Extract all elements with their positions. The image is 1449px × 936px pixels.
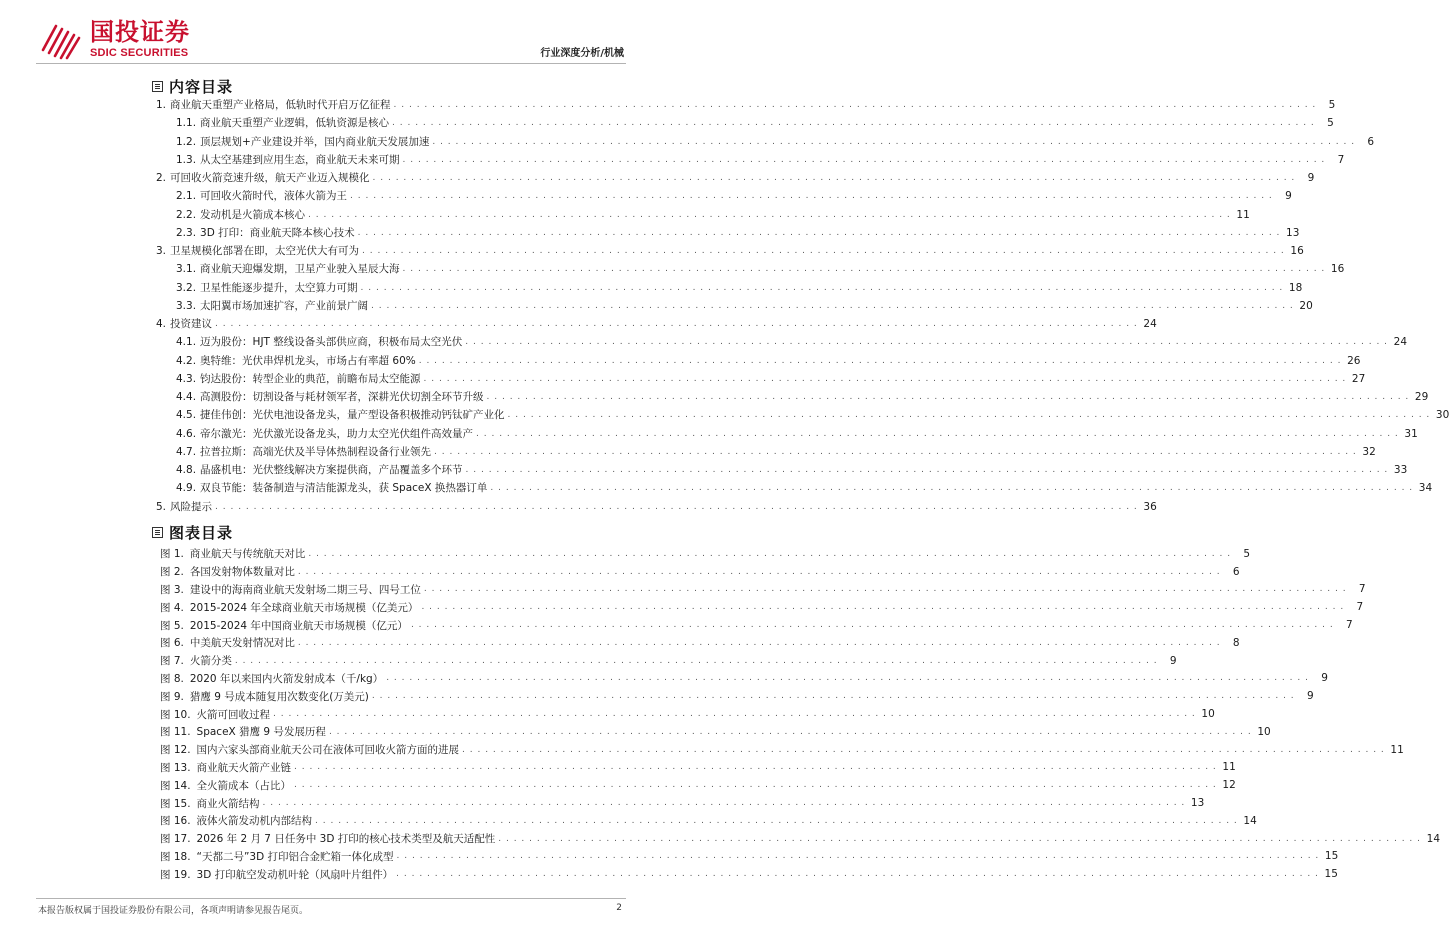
list-icon bbox=[152, 81, 163, 92]
dot-leader: . . . . . . . . . . . . . . . . . . . . . . . . . . . . . . . . . . . . . . . . . . . . . . . . . . . . . . . . . . . . . . . . . . . . . . . . . . . . . . . . . . . . . . . . . . . . . . . . . . . . . . . . . . . . . . . . . . . . . . . . bbox=[215, 501, 1138, 512]
dot-leader: . . . . . . . . . . . . . . . . . . . . . . . . . . . . . . . . . . . . . . . . . . . . . . . . . . . . . . . . . . . . . . . . . . . . . . . . . . . . . . . . . . . . . . . . . . . . . . . . . . . . . . . . . . . . . . . . . . . . . . . . bbox=[273, 709, 1196, 720]
toc-entry-title: 商业航天迎爆发期，卫星产业驶入星辰大海 bbox=[200, 263, 400, 276]
toc-entry[interactable] bbox=[0, 187, 1292, 205]
toc-entry-number: 1. bbox=[156, 99, 167, 112]
dot-leader: . . . . . . . . . . . . . . . . . . . . . . . . . . . . . . . . . . . . . . . . . . . . . . . . . . . . . . . . . . . . . . . . . . . . . . . . . . . . . . . . . . . . . . . . . . . . . . . . . . . . . . . . . . . . . . . . . . . . . . . . bbox=[386, 673, 1309, 684]
dot-leader: . . . . . . . . . . . . . . . . . . . . . . . . . . . . . . . . . . . . . . . . . . . . . . . . . . . . . . . . . . . . . . . . . . . . . . . . . . . . . . . . . . . . . . . . . . . . . . . . . . . . . . . . . . . . . . . . . . . . . . . . bbox=[392, 118, 1315, 129]
figure-entry-title: 商业航天与传统航天对比 bbox=[189, 548, 306, 561]
figure-entry-title: 液体火箭发动机内部结构 bbox=[196, 815, 313, 828]
toc-entry-page: 16 bbox=[1290, 245, 1304, 258]
toc-entry-page: 5 bbox=[1328, 99, 1336, 112]
toc-entry-number: 1.2. bbox=[176, 135, 197, 148]
figure-entry-title: 2020 年以来国内火箭发射成本（千/kg） bbox=[189, 672, 384, 685]
figure-entry[interactable] bbox=[0, 687, 1314, 705]
toc-entry-title: 帝尔激光：光伏激光设备龙头，助力太空光伏组件高效量产 bbox=[200, 427, 474, 440]
dot-leader: . . . . . . . . . . . . . . . . . . . . . . . . . . . . . . . . . . . . . . . . . . . . . . . . . . . . . . . . . . . . . . . . . . . . . . . . . . . . . . . . . . . . . . . . . . . . . . . . . . . . . . . . . . . . . . . . . . . . . . . . bbox=[372, 173, 1296, 184]
figure-entry-number: 图 12. bbox=[160, 744, 191, 757]
toc-entry[interactable] bbox=[0, 479, 1433, 497]
dot-leader: . . . . . . . . . . . . . . . . . . . . . . . . . . . . . . . . . . . . . . . . . . . . . . . . . . . . . . . . . . . . . . . . . . . . . . . . . . . . . . . . . . . . . . . . . . . . . . . . . . . . . . . . . . . . . . . . . . . . . . . . bbox=[432, 136, 1356, 147]
toc-entry-page: 5 bbox=[1327, 117, 1334, 130]
figure-entry-number: 图 18. bbox=[160, 850, 191, 863]
figure-entry-page: 6 bbox=[1232, 565, 1240, 578]
toc-entry[interactable] bbox=[0, 388, 1429, 406]
figure-entry[interactable] bbox=[0, 723, 1271, 741]
toc-entry-title: 奥特维：光伏串焊机龙头，市场占有率超 60% bbox=[200, 354, 416, 367]
figure-entry-page: 13 bbox=[1190, 797, 1205, 810]
toc-entry-page: 32 bbox=[1362, 445, 1376, 458]
toc-entry-title: 迈为股份：HJT 整线设备头部供应商，积极布局太空光伏 bbox=[200, 336, 463, 349]
toc-entry-page: 24 bbox=[1143, 318, 1157, 331]
toc-entry-number: 3. bbox=[156, 245, 167, 258]
figure-entry-page: 15 bbox=[1324, 850, 1339, 863]
figure-entry-title: 各国发射物体数量对比 bbox=[189, 566, 295, 579]
figure-entry-title: 3D 打印航空发动机叶轮（风扇叶片组件） bbox=[196, 868, 394, 881]
dot-leader: . . . . . . . . . . . . . . . . . . . . . . . . . . . . . . . . . . . . . . . . . . . . . . . . . . . . . . . . . . . . . . . . . . . . . . . . . . . . . . . . . . . . . . . . . . . . . . . . . . . . . . . . . . . . . . . . . . . . . . . . bbox=[423, 373, 1347, 384]
figure-entry[interactable] bbox=[0, 634, 1240, 652]
dot-leader: . . . . . . . . . . . . . . . . . . . . . . . . . . . . . . . . . . . . . . . . . . . . . . . . . . . . . . . . . . . . . . . . . . . . . . . . . . . . . . . . . . . . . . . . . . . . . . . . . . . . . . . . . . . . . . . . . . . . . . . . bbox=[418, 355, 1342, 366]
dot-leader: . . . . . . . . . . . . . . . . . . . . . . . . . . . . . . . . . . . . . . . . . . . . . . . . . . . . . . . . . . . . . . . . . . . . . . . . . . . . . . . . . . . . . . . . . . . . . . . . . . . . . . . . . . . . . . . . . . . . . . . . bbox=[402, 154, 1326, 165]
dot-leader: . . . . . . . . . . . . . . . . . . . . . . . . . . . . . . . . . . . . . . . . . . . . . . . . . . . . . . . . . . . . . . . . . . . . . . . . . . . . . . . . . . . . . . . . . . . . . . . . . . . . . . . . . . . . . . . . . . . . . . . . bbox=[402, 264, 1326, 275]
toc-entry[interactable] bbox=[0, 315, 1157, 333]
toc-entry[interactable] bbox=[0, 352, 1361, 370]
footer-disclaimer: 本报告版权属于国投证券股份有限公司，各项声明请参见报告尾页。 bbox=[38, 906, 309, 916]
dot-leader: . . . . . . . . . . . . . . . . . . . . . . . . . . . . . . . . . . . . . . . . . . . . . . . . . . . . . . . . . . . . . . . . . . . . . . . . . . . . . . . . . . . . . . . . . . . . . . . . . . . . . . . . . . . . . . . . . . . . . . . . bbox=[360, 282, 1284, 293]
dot-leader: . . . . . . . . . . . . . . . . . . . . . . . . . . . . . . . . . . . . . . . . . . . . . . . . . . . . . . . . . . . . . . . . . . . . . . . . . . . . . . . . . . . . . . . . . . . . . . . . . . . . . . . . . . . . . . . . . . . . . . . . bbox=[215, 319, 1138, 330]
toc-entry-title: 3D 打印：商业航天降本核心技术 bbox=[200, 226, 355, 239]
figure-entry-page: 7 bbox=[1356, 601, 1364, 614]
figure-entry[interactable] bbox=[0, 848, 1339, 866]
dot-leader: . . . . . . . . . . . . . . . . . . . . . . . . . . . . . . . . . . . . . . . . . . . . . . . . . . . . . . . . . . . . . . . . . . . . . . . . . . . . . . . . . . . . . . . . . . . . . . . . . . . . . . . . . . . . . . . . . . . . . . . . bbox=[308, 548, 1232, 559]
figure-entry-page: 11 bbox=[1390, 743, 1404, 756]
toc-entry-title: 商业航天重塑产业格局，低轨时代开启万亿征程 bbox=[170, 99, 391, 112]
list-of-figures bbox=[0, 545, 1441, 883]
figure-entry[interactable] bbox=[0, 652, 1177, 670]
toc-entry-page: 33 bbox=[1393, 464, 1408, 477]
header-divider bbox=[36, 63, 626, 64]
toc-entry-title: 拉普拉斯：高端光伏及半导体热制程设备行业领先 bbox=[200, 445, 432, 458]
toc-entry[interactable] bbox=[0, 133, 1375, 151]
toc-entry-title: 钧达股份：转型企业的典范，前瞻布局太空能源 bbox=[200, 372, 421, 385]
toc-entry-number: 4.7. bbox=[176, 445, 197, 458]
dot-leader: . . . . . . . . . . . . . . . . . . . . . . . . . . . . . . . . . . . . . . . . . . . . . . . . . . . . . . . . . . . . . . . . . . . . . . . . . . . . . . . . . . . . . . . . . . . . . . . . . . . . . . . . . . . . . . . . . . . . . . . . bbox=[297, 637, 1221, 648]
figure-entry-title: 商业火箭结构 bbox=[196, 797, 260, 810]
figure-entry-number: 图 3. bbox=[160, 583, 184, 596]
toc-entry-number: 1.3. bbox=[176, 153, 197, 166]
toc-entry[interactable] bbox=[0, 279, 1303, 297]
toc-entry-title: 卫星性能逐步提升，太空算力可期 bbox=[200, 281, 358, 294]
toc-entry[interactable] bbox=[0, 260, 1345, 278]
toc-entry[interactable] bbox=[0, 370, 1366, 388]
toc-entry[interactable] bbox=[0, 461, 1408, 479]
contents-heading bbox=[152, 76, 233, 96]
figures-heading bbox=[152, 522, 233, 542]
toc-entry-page: 13 bbox=[1286, 226, 1300, 239]
toc-entry-page: 26 bbox=[1347, 354, 1361, 367]
sdic-logo-icon bbox=[40, 20, 82, 60]
figure-entry-number: 图 9. bbox=[160, 690, 184, 703]
toc-entry-title: 晶盛机电：光伏整线解决方案提供商，产品覆盖多个环节 bbox=[200, 464, 463, 477]
toc-entry-title: 可回收火箭时代，液体火箭为王 bbox=[200, 190, 348, 203]
toc-entry-title: 顶层规划+产业建设并举，国内商业航天发展加速 bbox=[200, 135, 430, 148]
figure-entry-title: 2015-2024 年全球商业航天市场规模（亿美元） bbox=[189, 601, 419, 614]
toc-entry[interactable] bbox=[0, 169, 1315, 187]
figure-entry-number: 图 17. bbox=[160, 833, 191, 846]
figure-entry-number: 图 8. bbox=[160, 672, 184, 685]
toc-entry-page: 6 bbox=[1367, 135, 1375, 148]
figure-entry-title: 火箭可回收过程 bbox=[196, 708, 271, 721]
figure-entry[interactable] bbox=[0, 741, 1404, 759]
toc-entry-title: 从太空基建到应用生态，商业航天未来可期 bbox=[200, 153, 400, 166]
toc-entry-number: 4.9. bbox=[176, 482, 197, 495]
toc-entry-number: 2.2. bbox=[176, 208, 197, 221]
toc-entry-page: 9 bbox=[1307, 172, 1315, 185]
figure-entry-title: SpaceX 猎鹰 9 号发展历程 bbox=[196, 726, 326, 739]
toc-entry-number: 2.3. bbox=[176, 226, 197, 239]
toc-entry-page: 27 bbox=[1351, 372, 1366, 385]
dot-leader: . . . . . . . . . . . . . . . . . . . . . . . . . . . . . . . . . . . . . . . . . . . . . . . . . . . . . . . . . . . . . . . . . . . . . . . . . . . . . . . . . . . . . . . . . . . . . . . . . . . . . . . . . . . . . . . . . . . . . . . . bbox=[421, 602, 1345, 613]
figure-entry-number: 图 11. bbox=[160, 726, 191, 739]
toc-entry-page: 29 bbox=[1414, 391, 1429, 404]
figure-entry-page: 14 bbox=[1243, 814, 1257, 827]
toc-entry-number: 1.1. bbox=[176, 117, 197, 130]
figure-entry-number: 图 2. bbox=[160, 566, 184, 579]
figure-entry-title: “天都二号”3D 打印铝合金贮箱一体化成型 bbox=[196, 850, 394, 863]
figure-entry-page: 7 bbox=[1346, 619, 1353, 632]
figure-entry-title: 商业航天火箭产业链 bbox=[196, 761, 292, 774]
dot-leader: . . . . . . . . . . . . . . . . . . . . . . . . . . . . . . . . . . . . . . . . . . . . . . . . . . . . . . . . . . . . . . . . . . . . . . . . . . . . . . . . . . . . . . . . . . . . . . . . . . . . . . . . . . . . . . . . . . . . . . . . bbox=[410, 620, 1334, 631]
toc-entry-number: 2. bbox=[156, 172, 167, 185]
toc-entry-page: 34 bbox=[1418, 482, 1433, 495]
figure-entry-number: 图 7. bbox=[160, 655, 184, 668]
toc-entry-number: 4.3. bbox=[176, 372, 197, 385]
toc-entry-page: 9 bbox=[1285, 190, 1292, 203]
toc-entry-page: 7 bbox=[1337, 153, 1345, 166]
toc-entry-number: 4.2. bbox=[176, 354, 197, 367]
dot-leader: . . . . . . . . . . . . . . . . . . . . . . . . . . . . . . . . . . . . . . . . . . . . . . . . . . . . . . . . . . . . . . . . . . . . . . . . . . . . . . . . . . . . . . . . . . . . . . . . . . . . . . . . . . . . . . . . . . . . . . . . bbox=[294, 780, 1217, 791]
figures-title: 图表目录 bbox=[169, 523, 234, 542]
toc-entry[interactable] bbox=[0, 443, 1376, 461]
figure-entry[interactable] bbox=[0, 670, 1328, 688]
toc-entry[interactable] bbox=[0, 224, 1300, 242]
figure-entry[interactable] bbox=[0, 545, 1251, 563]
toc-entry-number: 3.2. bbox=[176, 281, 197, 294]
toc-entry-number: 4.5. bbox=[176, 409, 197, 422]
toc-entry[interactable] bbox=[0, 242, 1304, 260]
brand-name-cn: 国投证券 bbox=[90, 18, 190, 46]
figure-entry-number: 图 14. bbox=[160, 779, 191, 792]
figure-entry-number: 图 5. bbox=[160, 619, 184, 632]
dot-leader: . . . . . . . . . . . . . . . . . . . . . . . . . . . . . . . . . . . . . . . . . . . . . . . . . . . . . . . . . . . . . . . . . . . . . . . . . . . . . . . . . . . . . . . . . . . . . . . . . . . . . . . . . . . . . . . . . . . . . . . . bbox=[294, 762, 1217, 773]
figure-entry-page: 7 bbox=[1358, 583, 1366, 596]
page-number: 2 bbox=[616, 903, 622, 913]
figure-entry-number: 图 1. bbox=[160, 548, 184, 561]
toc-entry-title: 可回收火箭竞速升级，航天产业迈入规模化 bbox=[170, 172, 370, 185]
toc-entry-number: 5. bbox=[156, 500, 167, 513]
dot-leader: . . . . . . . . . . . . . . . . . . . . . . . . . . . . . . . . . . . . . . . . . . . . . . . . . . . . . . . . . . . . . . . . . . . . . . . . . . . . . . . . . . . . . . . . . . . . . . . . . . . . . . . . . . . . . . . . . . . . . . . . bbox=[308, 209, 1231, 220]
figure-entry-title: 中美航天发射情况对比 bbox=[189, 637, 295, 650]
dot-leader: . . . . . . . . . . . . . . . . . . . . . . . . . . . . . . . . . . . . . . . . . . . . . . . . . . . . . . . . . . . . . . . . . . . . . . . . . . . . . . . . . . . . . . . . . . . . . . . . . . . . . . . . . . . . . . . . . . . . . . . . bbox=[396, 851, 1320, 862]
figure-entry-page: 8 bbox=[1232, 636, 1240, 649]
dot-leader: . . . . . . . . . . . . . . . . . . . . . . . . . . . . . . . . . . . . . . . . . . . . . . . . . . . . . . . . . . . . . . . . . . . . . . . . . . . . . . . . . . . . . . . . . . . . . . . . . . . . . . . . . . . . . . . . . . . . . . . . bbox=[465, 337, 1389, 348]
toc-entry-number: 4.8. bbox=[176, 464, 197, 477]
toc-entry[interactable] bbox=[0, 206, 1250, 224]
toc-entry-number: 4.1. bbox=[176, 336, 197, 349]
figure-entry-number: 图 4. bbox=[160, 601, 184, 614]
toc-entry-page: 16 bbox=[1330, 263, 1345, 276]
figure-entry[interactable] bbox=[0, 705, 1215, 723]
figure-entry-number: 图 10. bbox=[160, 708, 191, 721]
toc-entry-page: 20 bbox=[1299, 299, 1313, 312]
figure-entry-page: 9 bbox=[1169, 654, 1177, 667]
toc-entry-page: 18 bbox=[1288, 281, 1303, 294]
dot-leader: . . . . . . . . . . . . . . . . . . . . . . . . . . . . . . . . . . . . . . . . . . . . . . . . . . . . . . . . . . . . . . . . . . . . . . . . . . . . . . . . . . . . . . . . . . . . . . . . . . . . . . . . . . . . . . . . . . . . . . . . bbox=[396, 869, 1319, 880]
toc-entry[interactable] bbox=[0, 96, 1336, 114]
figure-entry-title: 全火箭成本（占比） bbox=[196, 779, 292, 792]
figure-entry-page: 5 bbox=[1243, 547, 1251, 560]
toc-entry-title: 卫星规模化部署在即，太空光伏大有可为 bbox=[170, 245, 360, 258]
toc-entry[interactable] bbox=[0, 498, 1157, 516]
dot-leader: . . . . . . . . . . . . . . . . . . . . . . . . . . . . . . . . . . . . . . . . . . . . . . . . . . . . . . . . . . . . . . . . . . . . . . . . . . . . . . . . . . . . . . . . . . . . . . . . . . . . . . . . . . . . . . . . . . . . . . . . bbox=[393, 100, 1317, 111]
figure-entry-title: 2015-2024 年中国商业航天市场规模（亿元） bbox=[189, 619, 408, 632]
figure-entry-title: 国内六家头部商业航天公司在液体可回收火箭方面的进展 bbox=[196, 744, 460, 757]
dot-leader: . . . . . . . . . . . . . . . . . . . . . . . . . . . . . . . . . . . . . . . . . . . . . . . . . . . . . . . . . . . . . . . . . . . . . . . . . . . . . . . . . . . . . . . . . . . . . . . . . . . . . . . . . . . . . . . . . . . . . . . . bbox=[498, 833, 1422, 844]
dot-leader: . . . . . . . . . . . . . . . . . . . . . . . . . . . . . . . . . . . . . . . . . . . . . . . . . . . . . . . . . . . . . . . . . . . . . . . . . . . . . . . . . . . . . . . . . . . . . . . . . . . . . . . . . . . . . . . . . . . . . . . . bbox=[462, 744, 1385, 755]
list-icon bbox=[152, 527, 163, 538]
dot-leader: . . . . . . . . . . . . . . . . . . . . . . . . . . . . . . . . . . . . . . . . . . . . . . . . . . . . . . . . . . . . . . . . . . . . . . . . . . . . . . . . . . . . . . . . . . . . . . . . . . . . . . . . . . . . . . . . . . . . . . . . bbox=[234, 655, 1158, 666]
figure-entry[interactable] bbox=[0, 812, 1257, 830]
figure-entry-page: 10 bbox=[1257, 725, 1271, 738]
figure-entry-number: 图 19. bbox=[160, 868, 191, 881]
figure-entry-title: 火箭分类 bbox=[189, 655, 232, 668]
brand-name-en: SDIC SECURITIES bbox=[90, 47, 189, 59]
figure-entry-page: 12 bbox=[1222, 779, 1236, 792]
toc-entry[interactable] bbox=[0, 151, 1345, 169]
dot-leader: . . . . . . . . . . . . . . . . . . . . . . . . . . . . . . . . . . . . . . . . . . . . . . . . . . . . . . . . . . . . . . . . . . . . . . . . . . . . . . . . . . . . . . . . . . . . . . . . . . . . . . . . . . . . . . . . . . . . . . . . bbox=[476, 428, 1399, 439]
toc-entry-page: 31 bbox=[1404, 427, 1418, 440]
toc-entry-title: 商业航天重塑产业逻辑，低轨资源是核心 bbox=[200, 117, 390, 130]
figure-entry-page: 10 bbox=[1201, 708, 1215, 721]
toc-entry-page: 30 bbox=[1435, 409, 1449, 422]
table-of-contents bbox=[0, 96, 1449, 516]
figure-entry-number: 图 13. bbox=[160, 761, 191, 774]
figure-entry-title: 2026 年 2 月 7 日任务中 3D 打印的核心技术类型及航天适配性 bbox=[196, 833, 496, 846]
figure-entry-page: 15 bbox=[1324, 868, 1338, 881]
toc-entry[interactable] bbox=[0, 333, 1408, 351]
dot-leader: . . . . . . . . . . . . . . . . . . . . . . . . . . . . . . . . . . . . . . . . . . . . . . . . . . . . . . . . . . . . . . . . . . . . . . . . . . . . . . . . . . . . . . . . . . . . . . . . . . . . . . . . . . . . . . . . . . . . . . . . bbox=[328, 726, 1252, 737]
toc-entry-number: 3.3. bbox=[176, 299, 197, 312]
dot-leader: . . . . . . . . . . . . . . . . . . . . . . . . . . . . . . . . . . . . . . . . . . . . . . . . . . . . . . . . . . . . . . . . . . . . . . . . . . . . . . . . . . . . . . . . . . . . . . . . . . . . . . . . . . . . . . . . . . . . . . . . bbox=[434, 446, 1357, 457]
toc-entry-title: 发动机是火箭成本核心 bbox=[200, 208, 306, 221]
figure-entry-page: 14 bbox=[1426, 832, 1441, 845]
toc-entry[interactable] bbox=[0, 297, 1313, 315]
figure-entry[interactable] bbox=[0, 581, 1366, 599]
report-type-label: 行业深度分析/机械 bbox=[540, 48, 624, 59]
figure-entry[interactable] bbox=[0, 794, 1205, 812]
figure-entry[interactable] bbox=[0, 598, 1364, 616]
toc-entry-number: 2.1. bbox=[176, 190, 197, 203]
dot-leader: . . . . . . . . . . . . . . . . . . . . . . . . . . . . . . . . . . . . . . . . . . . . . . . . . . . . . . . . . . . . . . . . . . . . . . . . . . . . . . . . . . . . . . . . . . . . . . . . . . . . . . . . . . . . . . . . . . . . . . . . bbox=[350, 191, 1273, 202]
dot-leader: . . . . . . . . . . . . . . . . . . . . . . . . . . . . . . . . . . . . . . . . . . . . . . . . . . . . . . . . . . . . . . . . . . . . . . . . . . . . . . . . . . . . . . . . . . . . . . . . . . . . . . . . . . . . . . . . . . . . . . . . bbox=[486, 392, 1410, 403]
figure-entry-title: 猎鹰 9 号成本随复用次数变化(万美元) bbox=[189, 690, 369, 703]
dot-leader: . . . . . . . . . . . . . . . . . . . . . . . . . . . . . . . . . . . . . . . . . . . . . . . . . . . . . . . . . . . . . . . . . . . . . . . . . . . . . . . . . . . . . . . . . . . . . . . . . . . . . . . . . . . . . . . . . . . . . . . . bbox=[423, 584, 1347, 595]
toc-entry-title: 双良节能：装备制造与清洁能源龙头，获 SpaceX 换热器订单 bbox=[200, 482, 488, 495]
toc-entry-number: 4.4. bbox=[176, 391, 197, 404]
toc-entry-page: 11 bbox=[1236, 208, 1250, 221]
dot-leader: . . . . . . . . . . . . . . . . . . . . . . . . . . . . . . . . . . . . . . . . . . . . . . . . . . . . . . . . . . . . . . . . . . . . . . . . . . . . . . . . . . . . . . . . . . . . . . . . . . . . . . . . . . . . . . . . . . . . . . . . bbox=[371, 691, 1295, 702]
figure-entry[interactable] bbox=[0, 563, 1240, 581]
toc-entry-title: 风险提示 bbox=[170, 500, 213, 513]
dot-leader: . . . . . . . . . . . . . . . . . . . . . . . . . . . . . . . . . . . . . . . . . . . . . . . . . . . . . . . . . . . . . . . . . . . . . . . . . . . . . . . . . . . . . . . . . . . . . . . . . . . . . . . . . . . . . . . . . . . . . . . . bbox=[490, 483, 1414, 494]
figure-entry-page: 11 bbox=[1222, 761, 1236, 774]
figure-entry-number: 图 6. bbox=[160, 637, 184, 650]
dot-leader: . . . . . . . . . . . . . . . . . . . . . . . . . . . . . . . . . . . . . . . . . . . . . . . . . . . . . . . . . . . . . . . . . . . . . . . . . . . . . . . . . . . . . . . . . . . . . . . . . . . . . . . . . . . . . . . . . . . . . . . . bbox=[315, 815, 1238, 826]
figure-entry[interactable] bbox=[0, 759, 1236, 777]
figure-entry[interactable] bbox=[0, 865, 1338, 883]
dot-leader: . . . . . . . . . . . . . . . . . . . . . . . . . . . . . . . . . . . . . . . . . . . . . . . . . . . . . . . . . . . . . . . . . . . . . . . . . . . . . . . . . . . . . . . . . . . . . . . . . . . . . . . . . . . . . . . . . . . . . . . . bbox=[371, 300, 1294, 311]
figure-entry-page: 9 bbox=[1306, 690, 1314, 703]
toc-entry-title: 投资建议 bbox=[170, 318, 213, 331]
toc-entry[interactable] bbox=[0, 406, 1449, 424]
figure-entry[interactable] bbox=[0, 776, 1236, 794]
toc-entry[interactable] bbox=[0, 114, 1334, 132]
dot-leader: . . . . . . . . . . . . . . . . . . . . . . . . . . . . . . . . . . . . . . . . . . . . . . . . . . . . . . . . . . . . . . . . . . . . . . . . . . . . . . . . . . . . . . . . . . . . . . . . . . . . . . . . . . . . . . . . . . . . . . . . bbox=[465, 465, 1389, 476]
toc-entry[interactable] bbox=[0, 425, 1418, 443]
toc-entry-title: 太阳翼市场加速扩容，产业前景广阔 bbox=[200, 299, 369, 312]
toc-entry-title: 捷佳伟创：光伏电池设备龙头，量产型设备积极推动钙钛矿产业化 bbox=[200, 409, 505, 422]
dot-leader: . . . . . . . . . . . . . . . . . . . . . . . . . . . . . . . . . . . . . . . . . . . . . . . . . . . . . . . . . . . . . . . . . . . . . . . . . . . . . . . . . . . . . . . . . . . . . . . . . . . . . . . . . . . . . . . . . . . . . . . . bbox=[357, 227, 1281, 238]
footer-divider bbox=[36, 898, 626, 899]
dot-leader: . . . . . . . . . . . . . . . . . . . . . . . . . . . . . . . . . . . . . . . . . . . . . . . . . . . . . . . . . . . . . . . . . . . . . . . . . . . . . . . . . . . . . . . . . . . . . . . . . . . . . . . . . . . . . . . . . . . . . . . . bbox=[262, 798, 1186, 809]
page-header bbox=[0, 0, 662, 68]
toc-entry-number: 3.1. bbox=[176, 263, 197, 276]
toc-entry-number: 4. bbox=[156, 318, 167, 331]
figure-entry[interactable] bbox=[0, 616, 1353, 634]
toc-entry-page: 36 bbox=[1143, 500, 1157, 513]
figure-entry-page: 9 bbox=[1321, 672, 1328, 685]
toc-entry-page: 24 bbox=[1393, 336, 1408, 349]
toc-entry-number: 4.6. bbox=[176, 427, 197, 440]
dot-leader: . . . . . . . . . . . . . . . . . . . . . . . . . . . . . . . . . . . . . . . . . . . . . . . . . . . . . . . . . . . . . . . . . . . . . . . . . . . . . . . . . . . . . . . . . . . . . . . . . . . . . . . . . . . . . . . . . . . . . . . . bbox=[362, 246, 1285, 257]
figure-entry-number: 图 16. bbox=[160, 815, 191, 828]
toc-entry-title: 高测股份：切割设备与耗材领军者，深耕光伏切割全环节升级 bbox=[200, 391, 484, 404]
dot-leader: . . . . . . . . . . . . . . . . . . . . . . . . . . . . . . . . . . . . . . . . . . . . . . . . . . . . . . . . . . . . . . . . . . . . . . . . . . . . . . . . . . . . . . . . . . . . . . . . . . . . . . . . . . . . . . . . . . . . . . . . bbox=[507, 410, 1431, 421]
figure-entry-title: 建设中的海南商业航天发射场二期三号、四号工位 bbox=[189, 583, 421, 596]
figure-entry-number: 图 15. bbox=[160, 797, 191, 810]
figure-entry[interactable] bbox=[0, 830, 1441, 848]
contents-title: 内容目录 bbox=[169, 77, 234, 96]
dot-leader: . . . . . . . . . . . . . . . . . . . . . . . . . . . . . . . . . . . . . . . . . . . . . . . . . . . . . . . . . . . . . . . . . . . . . . . . . . . . . . . . . . . . . . . . . . . . . . . . . . . . . . . . . . . . . . . . . . . . . . . . bbox=[297, 566, 1221, 577]
